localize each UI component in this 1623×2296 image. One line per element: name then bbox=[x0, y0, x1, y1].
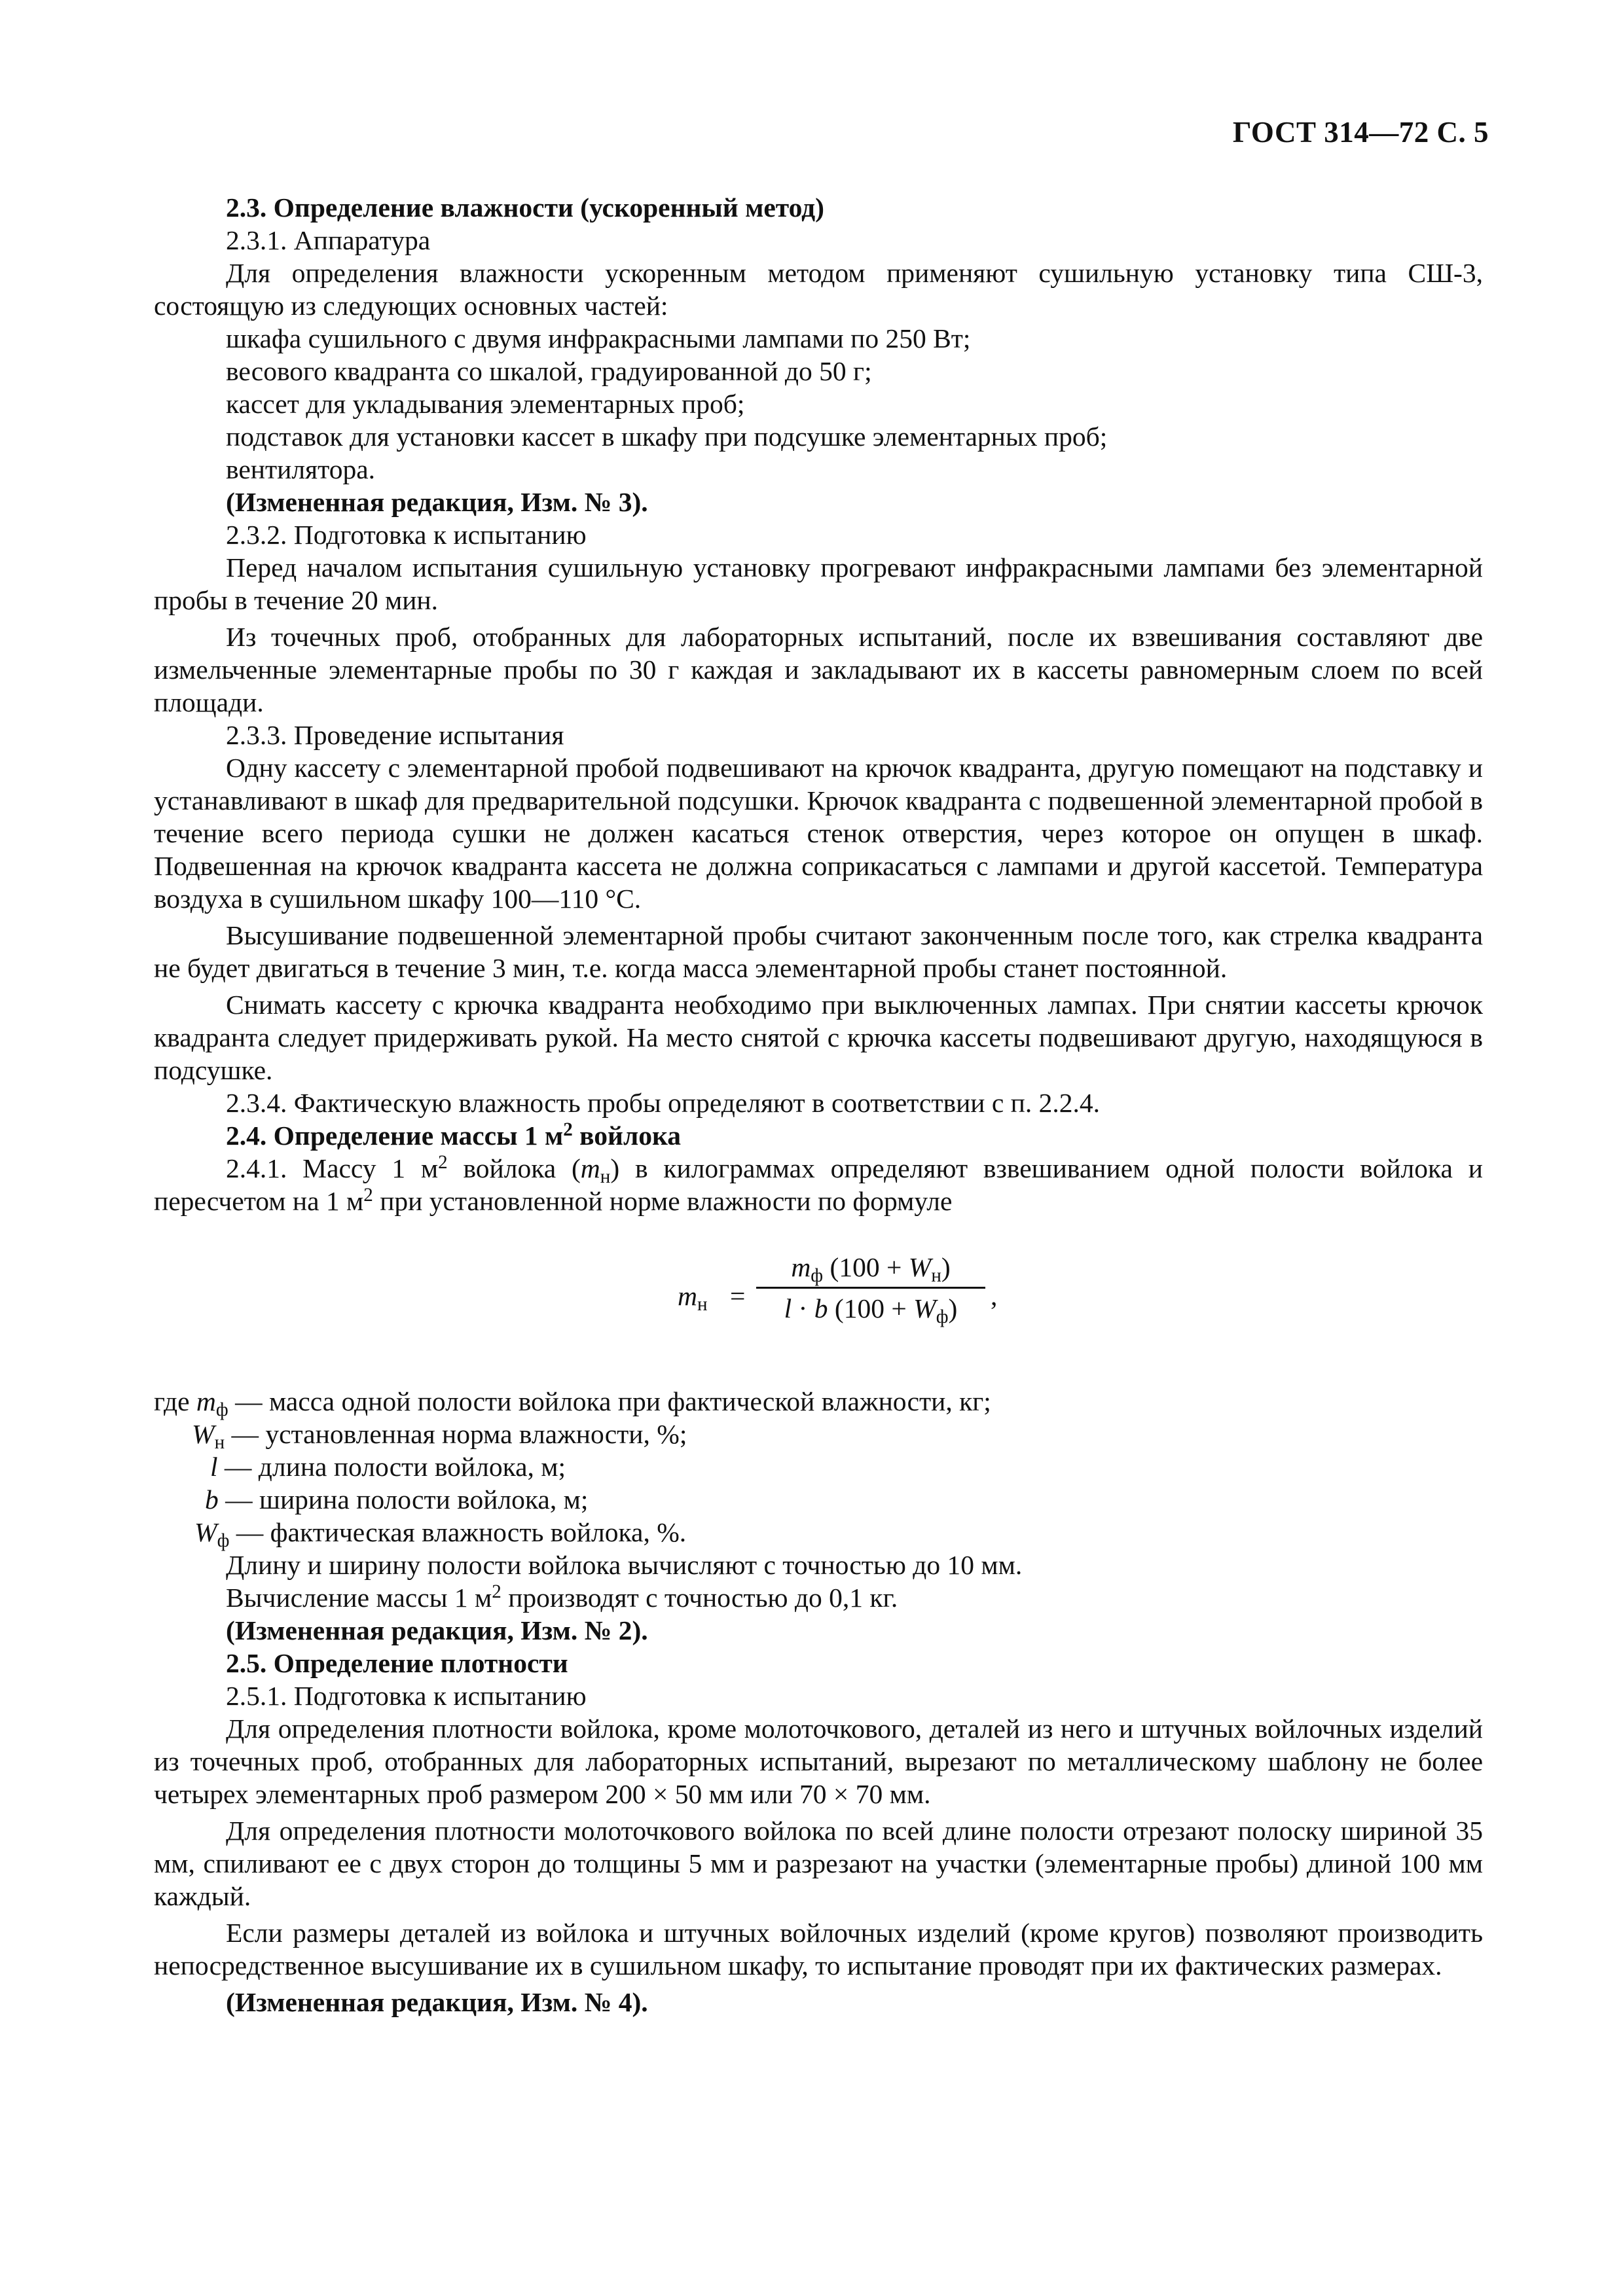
definition-symbol: $W_н$ bbox=[192, 1419, 225, 1453]
subsection-2-3-4: 2.3.4. Фактическую влажность пробы определяют в соответствии с п. 2.2.4. bbox=[226, 1088, 1100, 1118]
definition-row: где $m_ф$ — масса одной полости войлока при фактической влажности, кг; bbox=[154, 1386, 991, 1420]
definition-symbol: b bbox=[205, 1484, 219, 1515]
subsection-2-5-1: 2.5.1. Подготовка к испытанию bbox=[226, 1681, 587, 1711]
definition-row: b — ширина полости войлока, м; bbox=[205, 1484, 589, 1515]
definition-symbol: l bbox=[210, 1452, 218, 1482]
paragraph: Вычисление массы 1 $м^2$ производят с точностью до 0,1 кг. bbox=[226, 1581, 898, 1613]
formula-numerator: $m_ф$ $(100 + W_н)$ bbox=[791, 1252, 951, 1286]
amendment-note: (Измененная редакция, Изм. № 2). bbox=[226, 1615, 648, 1645]
section-2-3-heading: 2.3. Определение влажности (ускоренный метод) bbox=[226, 192, 824, 223]
list-item: подставок для установки кассет в шкафу при подсушке элементарных проб; bbox=[226, 422, 1108, 452]
section-2-5-heading: 2.5. Определение плотности bbox=[226, 1648, 568, 1678]
subsection-2-3-3: 2.3.3. Проведение испытания bbox=[226, 720, 564, 750]
list-item: вентилятора. bbox=[226, 454, 376, 484]
paragraph: Для определения плотности молоточкового войлока по всей длине полости отрезают полоску шириной 35 мм, спиливают ее с двух сторон до толщины 5 мм и разрезают на участки (элементарные пробы) длиной 100 мм каждый. bbox=[154, 1816, 1483, 1911]
list-item: весового квадранта со шкалой, градуированной до 50 г; bbox=[226, 356, 872, 386]
paragraph: Высушивание подвешенной элементарной пробы считают законченным после того, как стрелка квадранта не будет двигаться в течение 3 мин, т.е. когда масса элементарной пробы станет постоянной. bbox=[154, 920, 1483, 983]
definition-symbol: $W_ф$ bbox=[194, 1517, 230, 1551]
paragraph: Для определения влажности ускоренным методом применяют сушильную установку типа СШ-3, состоящую из следующих основных частей: bbox=[154, 258, 1483, 321]
amendment-note: (Измененная редакция, Изм. № 4). bbox=[226, 1987, 648, 2017]
paragraph: Длину и ширину полости войлока вычисляют с точностью до 10 мм. bbox=[226, 1550, 1023, 1580]
amendment-note: (Измененная редакция, Изм. № 3). bbox=[226, 487, 648, 517]
paragraph: Одну кассету с элементарной пробой подвешивают на крючок квадранта, другую помещают на подставку и устанавливают в шкаф для предварительной подсушки. Крючок квадранта с подвешенной элементарной пробой в течение всего периода сушки не должен касаться стенок отверстия, через которое он опущен в шкаф. Подвешенная на крючок квадранта кассета не должна соприкасаться с лампами и другой кассетой. Температура воздуха в сушильном шкафу 100—110 °С. bbox=[154, 753, 1483, 914]
list-item: шкафа сушильного с двумя инфракрасными лампами по 250 Вт; bbox=[226, 323, 971, 353]
definition-row: $W_н$ — установленная норма влажности, %; bbox=[192, 1419, 687, 1453]
paragraph: Для определения плотности войлока, кроме молоточкового, деталей из него и штучных войлочных изделий из точечных проб, отобранных для лабораторных испытаний, вырезают по металлическому шаблону не более четырех элементарных проб размером 200 × 50 мм или 70 × 70 мм. bbox=[154, 1713, 1483, 1809]
paragraph: Если размеры деталей из войлока и штучных войлочных изделий (кроме кругов) позволяют производить непосредственное высушивание их в сушильном шкафу, то испытание проводят при их фактических размерах. bbox=[154, 1918, 1483, 1981]
mass-formula bbox=[154, 1249, 1483, 1347]
document-body bbox=[154, 191, 1483, 2018]
subsection-2-3-1: 2.3.1. Аппаратура bbox=[226, 225, 431, 255]
paragraph: Из точечных проб, отобранных для лабораторных испытаний, после их взвешивания составляют две измельченные элементарные пробы по 30 г каждая и закладывают их в кассеты равномерным слоем по всей площади. bbox=[154, 622, 1483, 717]
definition-row: l — длина полости войлока, м; bbox=[210, 1452, 566, 1482]
paragraph: Перед началом испытания сушильную установку прогревают инфракрасными лампами без элементарной пробы в течение 20 мин. bbox=[154, 552, 1483, 615]
definition-symbol: $m_ф$ bbox=[196, 1386, 228, 1420]
variable-definitions bbox=[154, 1385, 1483, 1549]
list-item: кассет для укладывания элементарных проб; bbox=[226, 389, 745, 419]
formula-lhs: $m_н$ bbox=[678, 1281, 708, 1315]
page-header: ГОСТ 314—72 С. 5 bbox=[1232, 116, 1489, 149]
formula-comma: , bbox=[991, 1281, 998, 1311]
subsection-2-4-1: 2.4.1. Массу 1 $м^2$ войлока $(m_н)$ в килограммах определяют взвешиванием одной полости войлока и пересчетом на 1 $м^2$ при установленной норме влажности по формуле bbox=[154, 1152, 1483, 1216]
formula-fraction bbox=[756, 1249, 985, 1327]
formula-equals: = bbox=[730, 1281, 746, 1311]
formula-denominator: l · b $(100 + W_ф)$ bbox=[784, 1293, 958, 1327]
definition-row: $W_ф$ — фактическая влажность войлока, %. bbox=[194, 1517, 687, 1551]
section-2-4-heading: 2.4. Определение массы 1 $м^2$ войлока bbox=[226, 1119, 682, 1151]
subsection-2-3-2: 2.3.2. Подготовка к испытанию bbox=[226, 520, 587, 550]
paragraph: Снимать кассету с крючка квадранта необходимо при выключенных лампах. При снятии кассеты крючок квадранта следует придерживать рукой. На место снятой с крючка кассеты подвешивают другую, находящуюся в подсушке. bbox=[154, 990, 1483, 1085]
fraction-bar bbox=[756, 1287, 985, 1289]
